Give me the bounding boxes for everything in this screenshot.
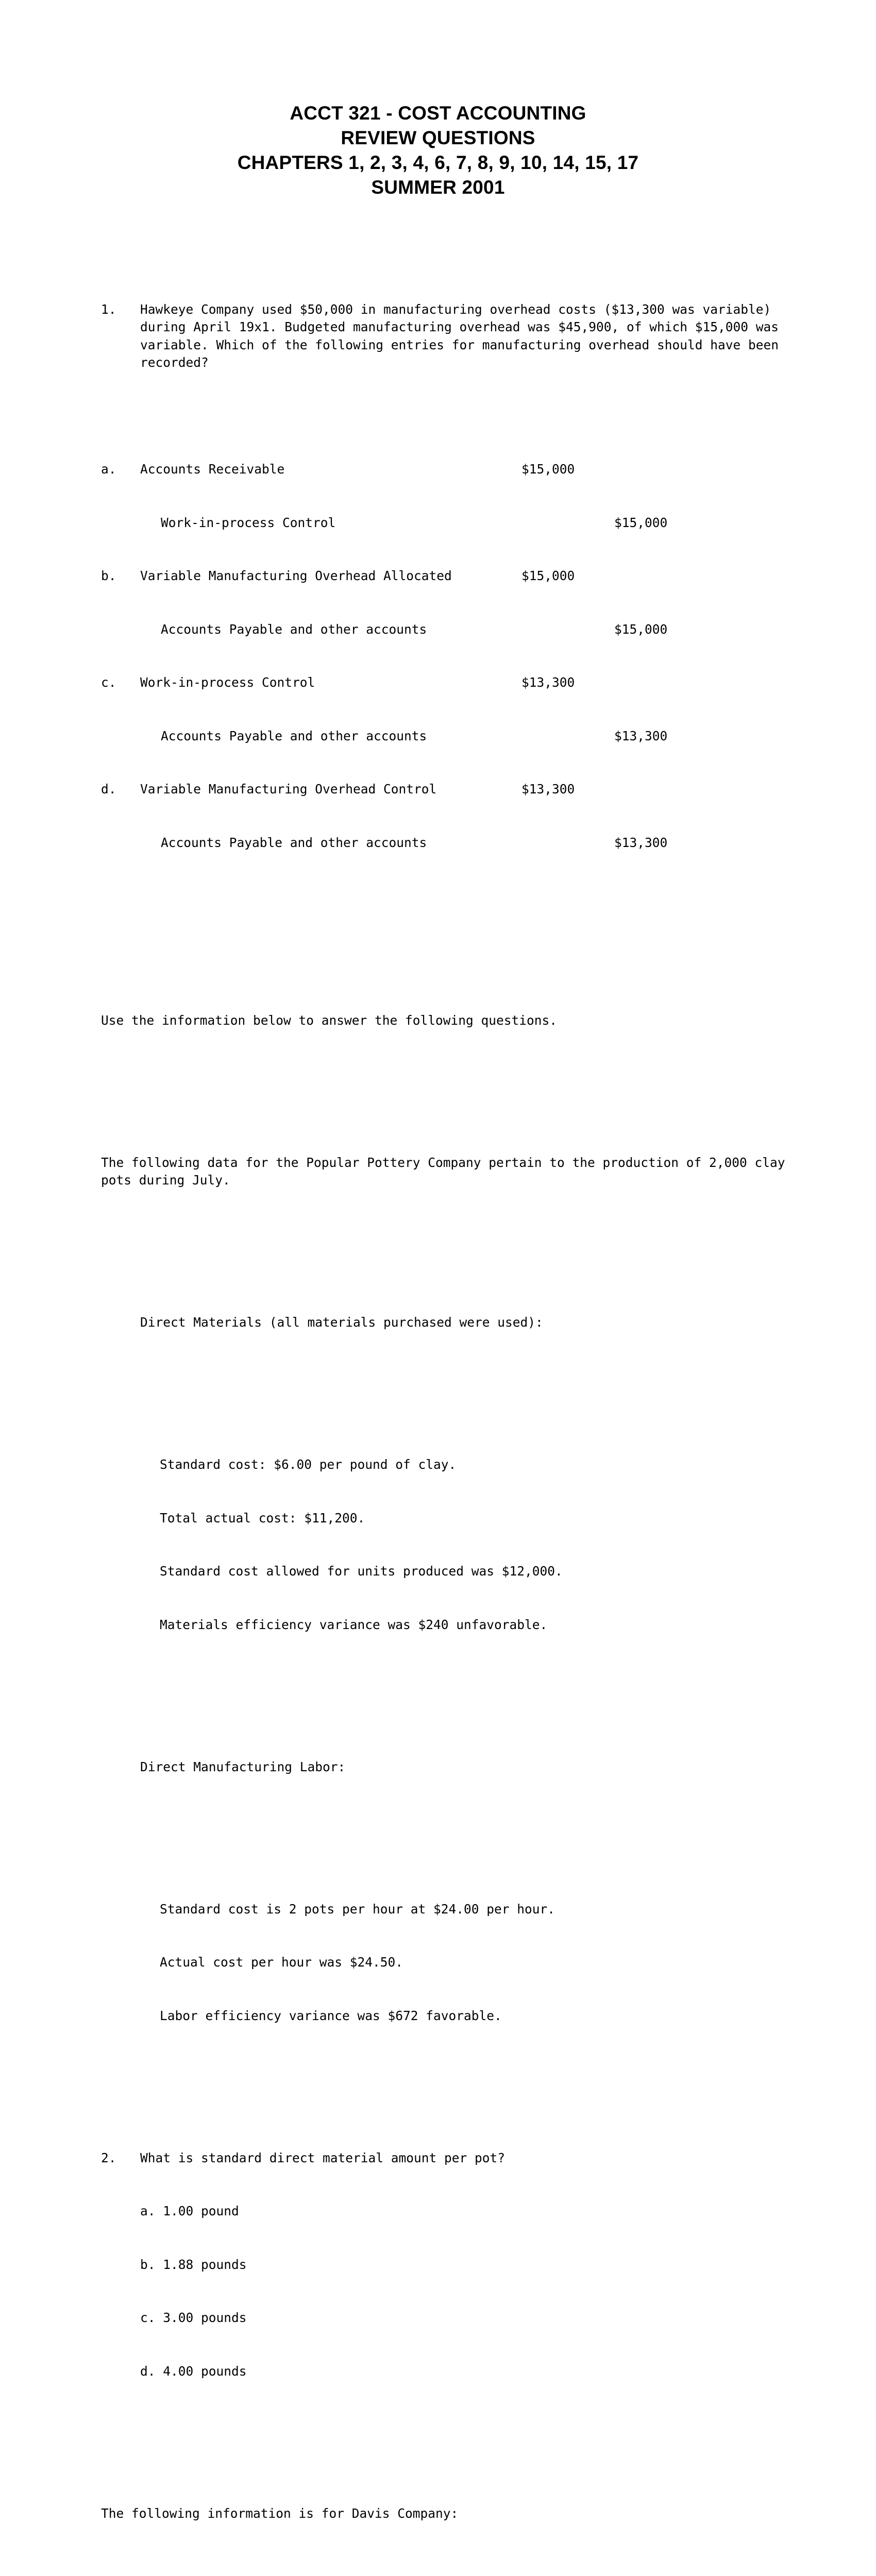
document-page	[0, 0, 876, 1133]
entry-credit: $13,300	[614, 834, 717, 852]
entry-account: Accounts Payable and other accounts	[140, 621, 521, 639]
entry-account: Accounts Payable and other accounts	[140, 834, 521, 852]
question-1-number: 1.	[101, 301, 140, 319]
title-line-3: CHAPTERS 1, 2, 3, 4, 6, 7, 8, 9, 10, 14, 15, 17	[0, 150, 876, 175]
labor-line: Labor efficiency variance was $672 favorable.	[101, 2007, 822, 2025]
journal-entry-row	[101, 567, 822, 585]
journal-entry-row	[101, 514, 822, 532]
materials-line: Total actual cost: $11,200.	[101, 1510, 822, 1528]
entry-credit: $13,300	[614, 727, 717, 745]
entry-label: a.	[101, 461, 140, 479]
entry-credit: $15,000	[614, 621, 717, 639]
entry-account: Accounts Receivable	[140, 461, 521, 479]
entry-label: b.	[101, 567, 140, 585]
entry-debit: $15,000	[521, 567, 614, 585]
labor-line: Actual cost per hour was $24.50.	[101, 1954, 822, 1972]
materials-line: Materials efficiency variance was $240 unfavorable.	[101, 1616, 822, 1634]
title-line-4: SUMMER 2001	[0, 175, 876, 200]
entry-account: Work-in-process Control	[140, 674, 521, 692]
journal-entry-row	[101, 674, 822, 692]
document-body	[101, 247, 822, 2576]
question-2-choice-a: a. 1.00 pound	[101, 2202, 822, 2221]
journal-entry-row	[101, 461, 822, 479]
question-1	[101, 301, 822, 372]
instruction-text: Use the information below to answer the following questions.	[101, 1012, 822, 1030]
entry-label: d.	[101, 781, 140, 799]
entry-account: Accounts Payable and other accounts	[140, 727, 521, 745]
entry-credit: $15,000	[614, 514, 717, 532]
spacer	[101, 1687, 822, 1705]
labor-line: Standard cost is 2 pots per hour at $24.00 per hour.	[101, 1901, 822, 1919]
journal-entry-row	[101, 781, 822, 799]
document-title	[0, 101, 876, 200]
question-1-stem: Hawkeye Company used $50,000 in manufacturing overhead costs ($13,300 was variable) during April 19x1. Budgeted manufacturing overhead was $45,900, of which $15,000 was variable. Which of the following entries for manufacturing overhead should have been recorded?	[140, 301, 822, 372]
materials-line: Standard cost: $6.00 per pound of clay.	[101, 1456, 822, 1474]
journal-entry-row	[101, 834, 822, 852]
spacer	[101, 1243, 822, 1261]
entry-debit: $13,300	[521, 781, 614, 799]
title-line-2: REVIEW QUESTIONS	[0, 126, 876, 150]
entry-label: c.	[101, 674, 140, 692]
question-2	[101, 2149, 822, 2167]
labor-heading: Direct Manufacturing Labor:	[101, 1758, 822, 1776]
question-2-number: 2.	[101, 2149, 140, 2167]
materials-line: Standard cost allowed for units produced was $12,000.	[101, 1563, 822, 1581]
entry-account: Work-in-process Control	[140, 514, 521, 532]
entry-account: Variable Manufacturing Overhead Control	[140, 781, 521, 799]
entry-debit: $15,000	[521, 461, 614, 479]
davis-heading: The following information is for Davis Company:	[101, 2505, 822, 2523]
question-2-choice-d: d. 4.00 pounds	[101, 2363, 822, 2381]
spacer	[101, 1829, 822, 1848]
spacer	[101, 1083, 822, 1101]
title-line-1: ACCT 321 - COST ACCOUNTING	[0, 101, 876, 126]
question-2-choice-c: c. 3.00 pounds	[101, 2309, 822, 2327]
question-2-choice-b: b. 1.88 pounds	[101, 2256, 822, 2274]
spacer	[101, 1385, 822, 1403]
spacer	[101, 941, 822, 959]
question-2-stem: What is standard direct material amount per pot?	[140, 2149, 822, 2167]
spacer	[101, 2434, 822, 2452]
intro-text: The following data for the Popular Pottery Company pertain to the production of 2,000 clay pots during July.	[101, 1154, 822, 1190]
journal-entry-row	[101, 727, 822, 745]
entry-account: Variable Manufacturing Overhead Allocated	[140, 567, 521, 585]
materials-heading: Direct Materials (all materials purchased were used):	[101, 1314, 822, 1332]
journal-entry-row	[101, 621, 822, 639]
question-1-entries	[101, 425, 822, 887]
entry-debit: $13,300	[521, 674, 614, 692]
spacer	[101, 2078, 822, 2096]
